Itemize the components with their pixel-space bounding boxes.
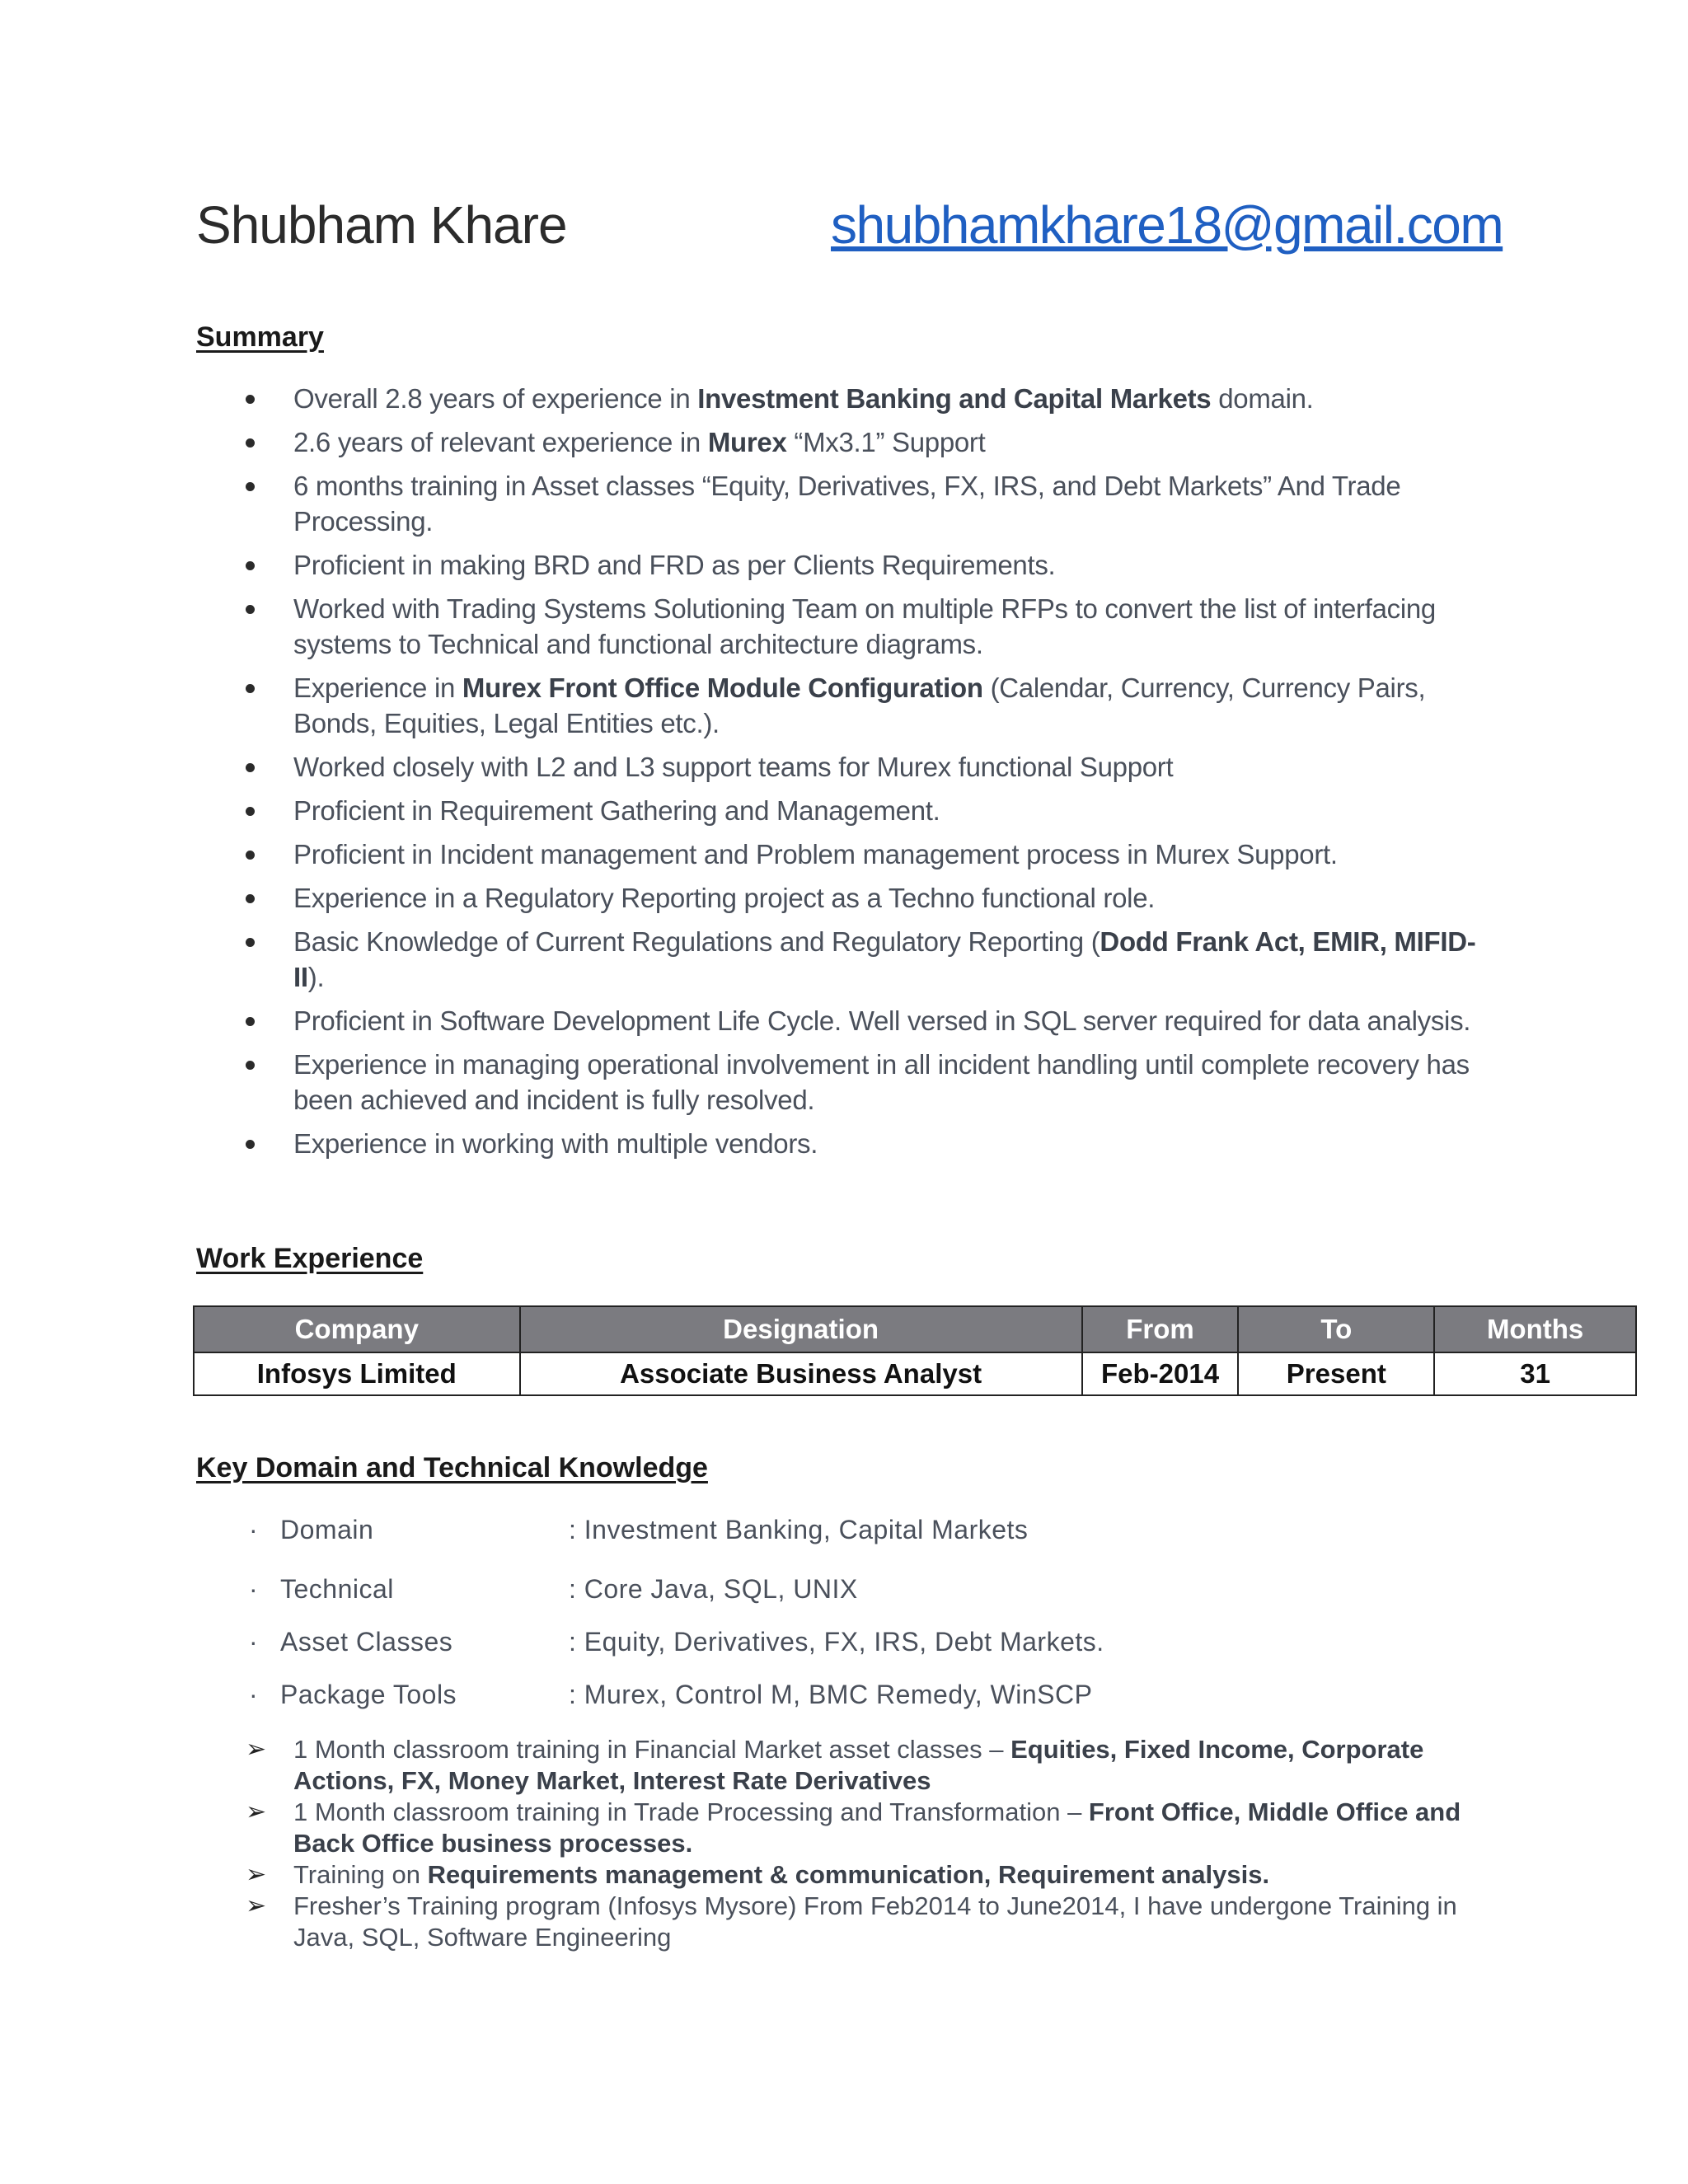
item-text: Experience in managing operational involvement in all incident handling until complete recovery has been achieved and incident is fully resolved. <box>293 1049 1470 1115</box>
knowledge-key: Package Tools <box>280 1680 457 1709</box>
cell-designation: Associate Business Analyst <box>520 1352 1082 1395</box>
bullet-icon <box>246 851 255 860</box>
summary-item <box>196 1003 1490 1038</box>
bullet-icon <box>246 561 255 570</box>
bullet-icon <box>246 482 255 491</box>
column-header-to: To <box>1238 1306 1434 1352</box>
summary-item <box>196 793 1490 828</box>
bullet-dot: · <box>249 1574 259 1604</box>
knowledge-value: : Investment Banking, Capital Markets <box>569 1515 1029 1544</box>
item-text: 6 months training in Asset classes “Equity, Derivatives, FX, IRS, and Debt Markets” And Trade Processing. <box>293 471 1401 537</box>
knowledge-heading: Key Domain and Technical Knowledge <box>196 1452 708 1483</box>
summary-heading: Summary <box>196 321 324 353</box>
item-text: Basic Knowledge of Current Regulations and Regulatory Reporting ( <box>293 926 1100 957</box>
summary-item <box>196 381 1490 416</box>
cell-from: Feb-2014 <box>1082 1352 1239 1395</box>
item-text: Proficient in Incident management and Problem management process in Murex Support. <box>293 839 1338 869</box>
emphasis-text: Requirements management & communication, Requirement analysis. <box>427 1860 1270 1889</box>
bullet-icon <box>246 684 255 693</box>
bullet-icon <box>246 763 255 772</box>
item-text: ). <box>307 962 325 992</box>
knowledge-key: Domain <box>280 1515 374 1544</box>
bullet-icon <box>246 605 255 614</box>
bullet-icon <box>246 1140 255 1149</box>
emphasis-text: Front Office, Middle Office and Back Office business processes. <box>293 1797 1461 1858</box>
bullet-dot: · <box>249 1515 259 1544</box>
item-text: Experience in working with multiple vendors. <box>293 1128 818 1159</box>
knowledge-value: : Murex, Control M, BMC Remedy, WinSCP <box>569 1680 1093 1709</box>
item-text: 1 Month classroom training in Trade Processing and Transformation – <box>293 1797 1089 1826</box>
list-item <box>196 1891 1498 1953</box>
summary-item <box>196 670 1490 741</box>
table-header-row <box>194 1306 1636 1352</box>
knowledge-value: : Core Java, SQL, UNIX <box>569 1574 858 1604</box>
bullet-icon <box>246 438 255 448</box>
cell-to: Present <box>1238 1352 1434 1395</box>
resume-header <box>196 194 1503 277</box>
column-header-designation: Designation <box>520 1306 1082 1352</box>
knowledge-value: : Equity, Derivatives, FX, IRS, Debt Markets. <box>569 1627 1104 1657</box>
training-list <box>196 1734 1498 1953</box>
arrow-bullet-icon: ➢ <box>246 1892 267 1919</box>
item-text: Experience in a Regulatory Reporting project as a Techno functional role. <box>293 883 1156 913</box>
summary-item <box>196 924 1490 995</box>
cell-company: Infosys Limited <box>194 1352 520 1395</box>
item-text: Overall 2.8 years of experience in <box>293 383 698 414</box>
list-item <box>196 1797 1498 1859</box>
list-item <box>196 1859 1498 1891</box>
emphasis-text: Equities, Fixed Income, Corporate Actions, FX, Money Market, Interest Rate Derivatives <box>293 1735 1424 1795</box>
bullet-icon <box>246 395 255 404</box>
bullet-icon <box>246 1061 255 1070</box>
emphasis-text: Investment Banking and Capital Markets <box>697 383 1212 414</box>
candidate-name: Shubham Khare <box>196 195 567 255</box>
bullet-icon <box>246 807 255 816</box>
column-header-from: From <box>1082 1306 1239 1352</box>
email-link[interactable]: shubhamkhare18@gmail.com <box>831 195 1503 255</box>
item-text: domain. <box>1211 383 1314 414</box>
arrow-bullet-icon: ➢ <box>246 1861 267 1888</box>
summary-item <box>196 591 1490 662</box>
summary-item <box>196 1047 1490 1118</box>
bullet-dot: · <box>249 1680 259 1709</box>
arrow-bullet-icon: ➢ <box>246 1798 267 1825</box>
list-item <box>196 1734 1498 1797</box>
item-text: Worked closely with L2 and L3 support teams for Murex functional Support <box>293 752 1174 782</box>
summary-list <box>196 381 1490 1169</box>
column-header-company: Company <box>194 1306 520 1352</box>
arrow-bullet-icon: ➢ <box>246 1736 267 1763</box>
summary-item <box>196 749 1490 785</box>
summary-item <box>196 468 1490 539</box>
summary-item <box>196 1126 1490 1161</box>
bullet-icon <box>246 1017 255 1026</box>
item-text: Proficient in Requirement Gathering and Management. <box>293 795 940 826</box>
item-text: (Calendar, Currency, Currency Pairs, Bonds, Equities, Legal Entities etc.). <box>293 673 1426 738</box>
item-text: “Mx3.1” Support <box>786 427 986 457</box>
item-text: Training on <box>293 1860 428 1889</box>
bullet-icon <box>246 894 255 903</box>
bullet-dot: · <box>249 1627 259 1657</box>
item-text: Proficient in Software Development Life Cycle. Well versed in SQL server required for data analysis. <box>293 1005 1471 1036</box>
knowledge-key: Asset Classes <box>280 1627 453 1657</box>
item-text: 2.6 years of relevant experience in <box>293 427 708 457</box>
emphasis-text: Dodd Frank Act, EMIR, MIFID-II <box>293 926 1476 992</box>
item-text: Proficient in making BRD and FRD as per Clients Requirements. <box>293 550 1056 580</box>
item-text: Worked with Trading Systems Solutioning Team on multiple RFPs to convert the list of interfacing systems to Technical and functional architecture diagrams. <box>293 593 1436 659</box>
item-text: Experience in <box>293 673 462 703</box>
emphasis-text: Murex Front Office Module Configuration <box>462 673 983 703</box>
work-experience-table <box>193 1305 1637 1396</box>
summary-item <box>196 880 1490 916</box>
column-header-months: Months <box>1434 1306 1636 1352</box>
table-row <box>194 1352 1636 1395</box>
summary-item <box>196 424 1490 460</box>
emphasis-text: Murex <box>707 427 787 457</box>
work-experience-heading: Work Experience <box>196 1243 424 1274</box>
cell-months: 31 <box>1434 1352 1636 1395</box>
bullet-icon <box>246 938 255 947</box>
knowledge-key: Technical <box>280 1574 394 1604</box>
item-text: Fresher’s Training program (Infosys Mysore) From Feb2014 to June2014, I have undergone Training in Java, SQL, Software Engineering <box>293 1891 1457 1952</box>
summary-item <box>196 547 1490 583</box>
item-text: 1 Month classroom training in Financial Market asset classes – <box>293 1735 1011 1764</box>
summary-item <box>196 837 1490 872</box>
